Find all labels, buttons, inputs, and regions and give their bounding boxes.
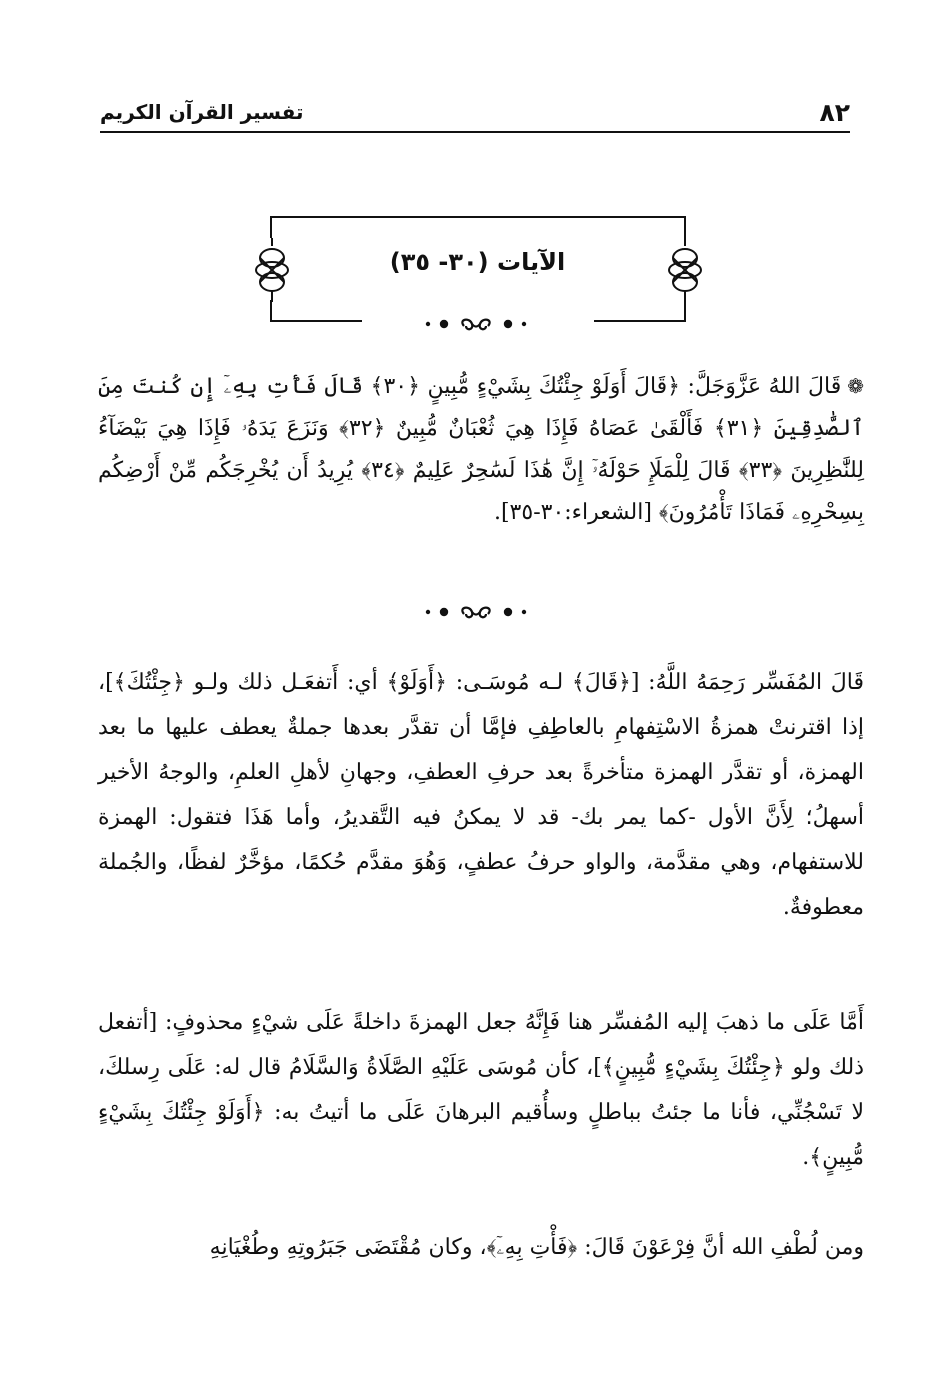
section-frame-bottom-left (270, 300, 362, 322)
running-title: تفسير القرآن الكريم (100, 100, 304, 124)
divider-ornament-icon (416, 315, 536, 333)
commentary-paragraph: أَمَّا عَلَى ما ذهبَ إليه المُفسِّر هنا فَإِنَّهُ جعل الهمزةَ داخلةً عَلَى شيْءٍ محذوفٍ: [أتفعل ذلك ولو ﴿جِئْتُكَ بِشَيْءٍ مُّبِينٍ﴾]، كأن مُوسَى عَلَيْهِ الصَّلَاةُ وَالسَّلَامُ قال له: عَلَى رِسلكَ، لا تَسْجُنِّي، فأنا ما جئتُ بباطلٍ وسأُقيم البرهانَ عَلَى ما أتيتُ به: ﴿أَوَلَوْ جِئْتُكَ بِشَيْءٍ مُّبِينٍ﴾. (98, 1010, 864, 1170)
quran-verses (98, 365, 864, 534)
page-header (100, 96, 850, 130)
flower-marker-icon: ❁ (847, 374, 864, 398)
commentary-paragraph: قَالَ المُفَسِّر رَحِمَهُ اللَّهُ: [﴿قَالَ﴾ لـه مُوسَـى: ﴿أَوَلَوْ﴾ أي: أَتفعَـل ذلك ولـو ﴿جِئْتُكَ﴾]، إذا اقترنتْ همزةُ الاسْتِفهامِ بالعاطِفِ فإمَّا أن تقدَّر بعدها جملةٌ يعطف عليها ما بعد الهمزة، أو تقدَّر الهمزة متأخرةً بعد حرفِ العطفِ، وجهانِ لأهلِ العلمِ، والوجهُ الأخير أسهلُ؛ لِأَنَّ الأول -كما يمر بك- قد لا يمكنُ فيه التَّقديرُ، وأما هَذَا فتقول: الهمزة للاستفهام، وهي مقدَّمة، والواو حرفُ عطفٍ، وَهُوَ مقدَّم حُكمًا، مؤخَّرٌ لفظًا، والجُملة معطوفةٌ. (98, 670, 864, 920)
knot-ornament-icon (665, 238, 705, 302)
divider-ornament-icon (416, 603, 536, 621)
page-number: ٨٢ (819, 98, 850, 127)
section-frame-bottom-right (594, 300, 686, 322)
knot-ornament-icon (252, 238, 292, 302)
header-rule (100, 131, 850, 133)
section-frame-top (270, 216, 686, 238)
section-title: الآيات (٣٠- ٣٥) (389, 248, 566, 276)
verses-text: قَالَ اللهُ عَزَّوَجَلَّ: ﴿قَالَ أَوَلَوْ جِئْتُكَ بِشَيْءٍ مُّبِينٍ ﴿٣٠﴾ قَالَ فَأْتِ بِهِۦٓ إِن كُنتَ مِنَ ٱلصَّٰدِقِينَ ﴿٣١﴾ فَأَلْقَىٰ عَصَاهُ فَإِذَا هِيَ ثُعْبَانٌ مُّبِينٌ ﴿٣٢﴾ وَنَزَعَ يَدَهُۥ فَإِذَا هِيَ بَيْضَآءُ لِلنَّٰظِرِينَ ﴿٣٣﴾ قَالَ لِلْمَلَإِ حَوْلَهُۥٓ إِنَّ هَٰذَا لَسَٰحِرٌ عَلِيمٌ ﴿٣٤﴾ يُرِيدُ أَن يُخْرِجَكُم مِّنْ أَرْضِكُم بِسِحْرِهِۦ فَمَاذَا تَأْمُرُونَ﴾ [الشعراء:٣٠-٣٥]. (98, 374, 865, 525)
commentary-paragraph: ومن لُطْفِ الله أنَّ فِرْعَوْنَ قَالَ: ﴿فَأْتِ بِهِۦٓ﴾، وكان مُقْتَضَى جَبَرُوتِهِ وطُغْيَانِهِ (209, 1235, 864, 1260)
